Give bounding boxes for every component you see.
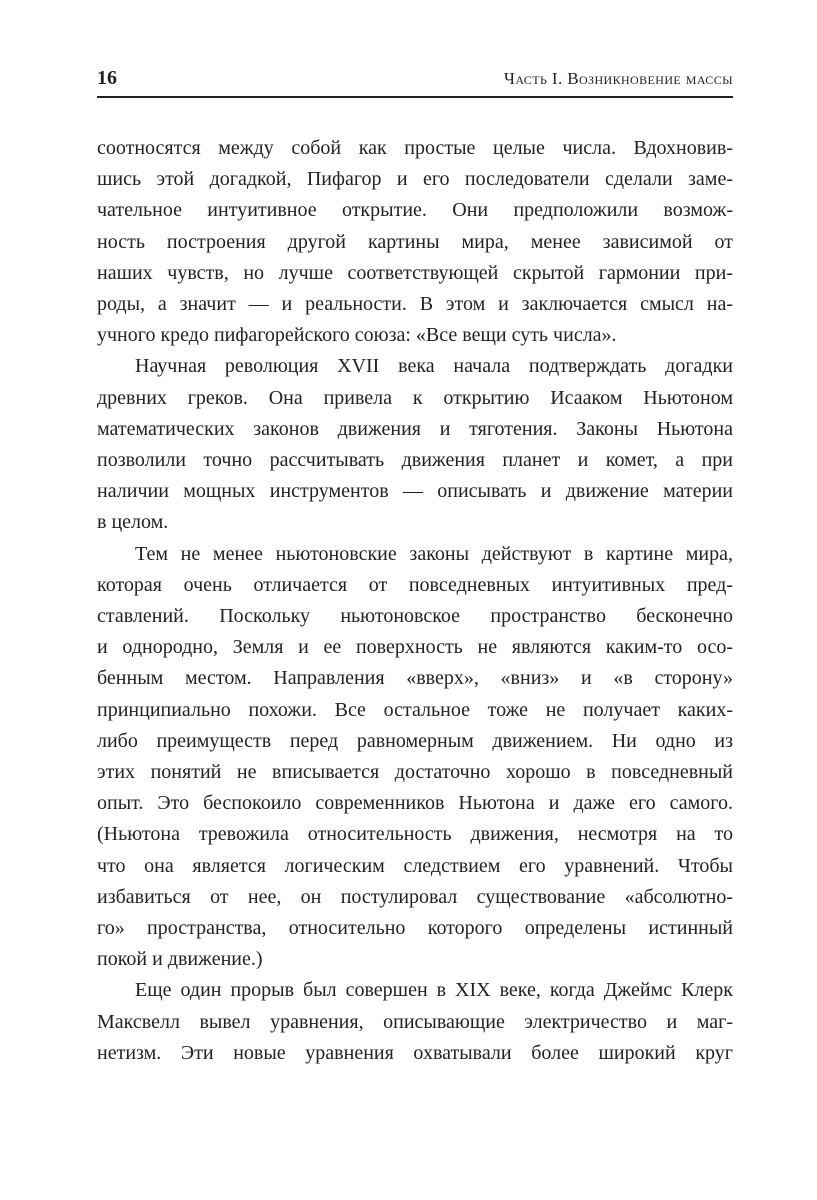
text-line: наличии мощных инструментов — описывать и движение материи (97, 480, 733, 503)
text-line: которая очень отличается от повседневных интуитивных пред- (97, 573, 733, 596)
paragraph (97, 351, 733, 538)
paragraph (97, 133, 733, 351)
paragraph (97, 539, 733, 976)
text-line: Еще один прорыв был совершен в XIX веке, когда Джеймс Клерк (135, 979, 733, 1002)
text-line: наших чувств, но лучше соответствующей скрытой гармонии при- (97, 261, 733, 284)
running-head: Часть I. Возникновение массы (503, 69, 733, 88)
paragraph (97, 975, 733, 1069)
text-line: позволили точно рассчитывать движения планет и комет, а при (97, 449, 733, 472)
text-line: го» пространства, относительно которого определены истинный (97, 917, 733, 940)
text-line: опыт. Это беспокоило современников Ньютона и даже его самого. (97, 792, 733, 815)
text-line: либо преимуществ перед равномерным движением. Ни одно из (97, 729, 733, 752)
text-line: избавиться от нее, он постулировал существование «абсолютно- (97, 885, 733, 908)
text-line: принципиально похожи. Все остальное тоже не получает каких- (97, 698, 733, 721)
text-line: роды, а значит — и реальности. В этом и заключается смысл на- (97, 293, 733, 316)
page-number: 16 (97, 67, 117, 89)
text-line: ставлений. Поскольку ньютоновское пространство бесконечно (97, 605, 733, 628)
text-line: учного кредо пифагорейского союза: «Все вещи суть числа». (97, 324, 617, 347)
text-line: древних греков. Она привела к открытию Исааком Ньютоном (97, 386, 733, 409)
text-line: Максвелл вывел уравнения, описывающие электричество и маг- (97, 1010, 733, 1033)
text-line: (Ньютона тревожила относительность движения, несмотря на то (97, 823, 733, 846)
text-line: этих понятий не вписывается достаточно хорошо в повседневный (97, 761, 733, 784)
text-line: соотносятся между собой как простые целые числа. Вдохновив- (97, 137, 733, 159)
text-line: Тем не менее ньютоновские законы действуют в картине мира, (135, 542, 733, 565)
text-line: математических законов движения и тяготения. Законы Ньютона (97, 417, 733, 440)
text-line: нетизм. Эти новые уравнения охватывали более широкий круг (97, 1041, 733, 1064)
text-line: чательное интуитивное открытие. Они предположили возмож- (97, 199, 733, 222)
text-line: и однородно, Земля и ее поверхность не являются каким-то осо- (97, 636, 733, 659)
text-line: в целом. (97, 511, 169, 534)
text-line: покой и движение.) (97, 948, 263, 971)
text-line: что она является логическим следствием его уравнений. Чтобы (97, 854, 733, 877)
text-line: ность построения другой картины мира, менее зависимой от (97, 230, 733, 253)
text-line: бенным местом. Направления «вверх», «вниз» и «в сторону» (97, 667, 733, 690)
text-line: шись этой догадкой, Пифагор и его последователи сделали заме- (97, 168, 733, 191)
page-header (97, 67, 733, 98)
text-line: Научная революция XVII века начала подтверждать догадки (135, 355, 733, 378)
page-body (97, 133, 733, 1069)
